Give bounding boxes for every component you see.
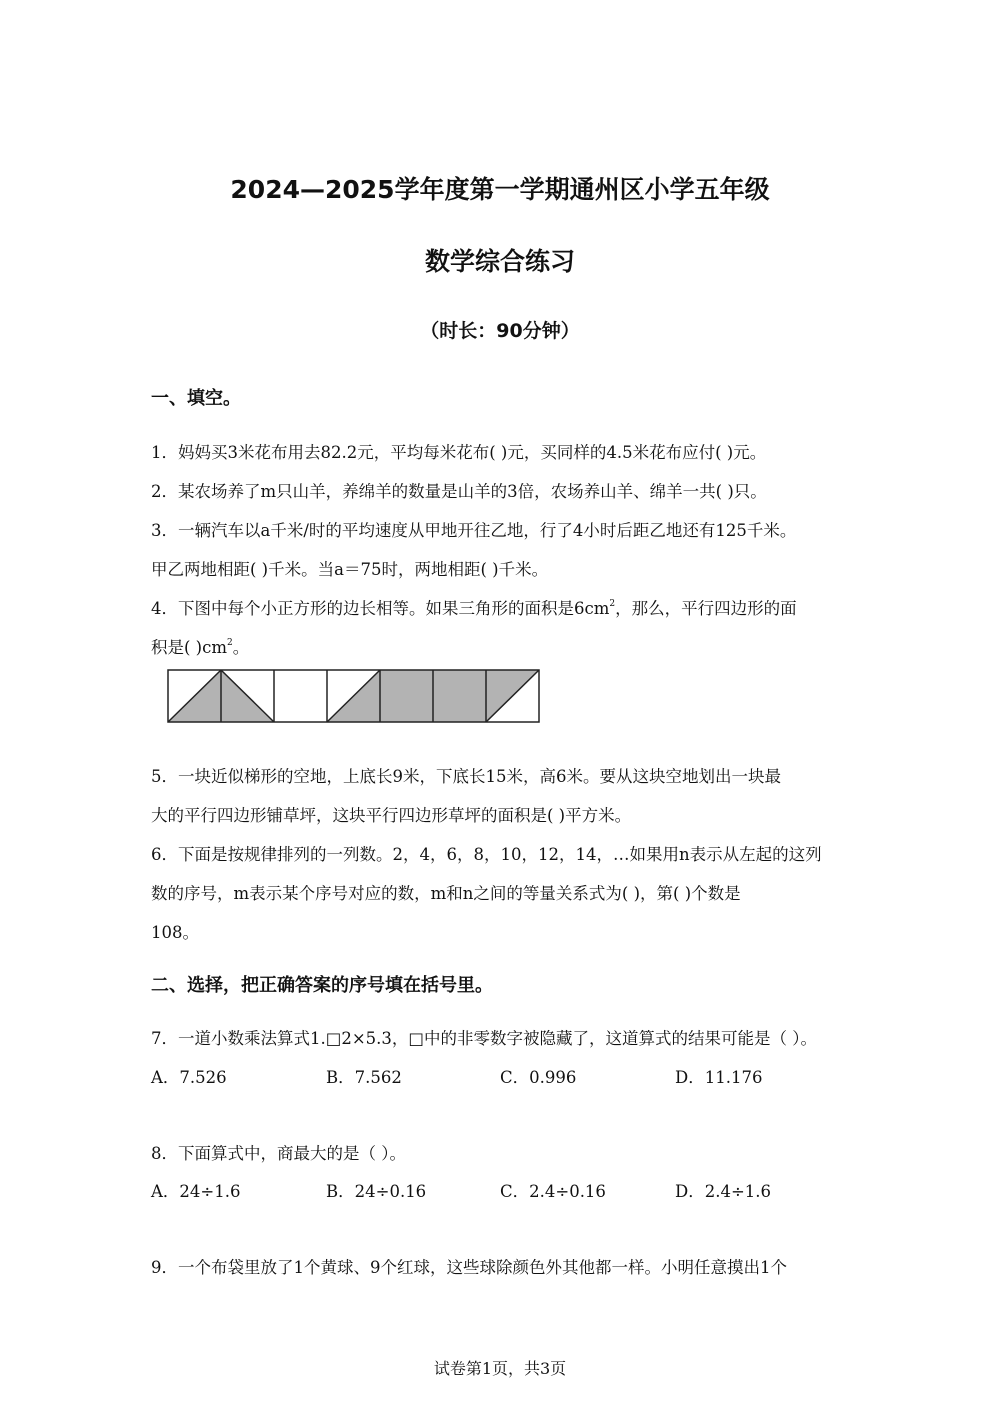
exam-title-line1: 2024—2025学年度第一学期通州区小学五年级 [230,175,770,204]
q7-option-d: D．11.176 [675,1068,763,1087]
q8-option-c: C．2.4÷0.16 [500,1182,606,1201]
q7-option-c: C．0.996 [500,1068,577,1087]
q8-option-b: B．24÷0.16 [326,1182,427,1201]
section2-heading: 二、选择，把正确答案的序号填在括号里。 [151,975,493,996]
q4-text-a: 4．下图中每个小正方形的边长相等。如果三角形的面积是6cm [151,599,610,618]
question-6-line3: 108。 [151,923,199,942]
exam-duration: （时长：90分钟） [420,320,580,342]
question-1: 1．妈妈买3米花布用去82.2元，平均每米花布( )元，买同样的4.5米花布应付( )元。 [151,443,767,462]
q4-superscript-2: 2 [227,638,233,648]
q4-superscript: 2 [609,599,616,609]
question-7: 7．一道小数乘法算式1.□2×5.3，□中的非零数字被隐藏了，这道算式的结果可能是（ ）。 [151,1029,817,1048]
q8-option-d: D．2.4÷1.6 [675,1182,772,1201]
q7-option-b: B．7.562 [326,1068,402,1087]
question-3-line2: 甲乙两地相距( )千米。当a＝75时，两地相距( )千米。 [151,560,549,579]
q8-option-a: A．24÷1.6 [151,1182,241,1201]
shaded-square-2 [433,670,486,722]
question-2: 2．某农场养了m只山羊，养绵羊的数量是山羊的3倍，农场养山羊、绵羊一共( )只。 [151,482,767,501]
question-8: 8．下面算式中，商最大的是（ ）。 [151,1144,406,1163]
question-6-line1: 6．下面是按规律排列的一列数。2，4，6，8，10，12，14，…如果用n表示从左起的这列 [151,845,822,864]
exam-title-line2: 数学综合练习 [424,247,575,276]
q4-text-c: 积是( )cm [151,638,228,657]
question-4-line1 [151,595,797,619]
shaded-square-1 [380,670,433,722]
question-4-line2 [151,634,249,658]
question-9-line1: 9．一个布袋里放了1个黄球、9个红球，这些球除颜色外其他都一样。小明任意摸出1个 [151,1258,787,1277]
q7-option-a: A．7.526 [151,1068,227,1087]
q4-text-d: 。 [232,638,250,657]
page-footer: 试卷第1页，共3页 [433,1359,567,1378]
question-5-line1: 5．一块近似梯形的空地，上底长9米，下底长15米，高6米。要从这块空地划出一块最 [151,767,781,786]
question-5-line2: 大的平行四边形铺草坪，这块平行四边形草坪的面积是( )平方米。 [151,806,632,825]
section1-heading: 一、填空。 [151,388,241,409]
q4-text-b: ，那么，平行四边形的面 [615,599,797,618]
square-grid-figure [166,668,542,726]
question-6-line2: 数的序号，m表示某个序号对应的数，m和n之间的等量关系式为( )，第( )个数是 [151,884,741,903]
question-3-line1: 3．一辆汽车以a千米/时的平均速度从甲地开往乙地，行了4小时后距乙地还有125千米。 [151,521,797,540]
